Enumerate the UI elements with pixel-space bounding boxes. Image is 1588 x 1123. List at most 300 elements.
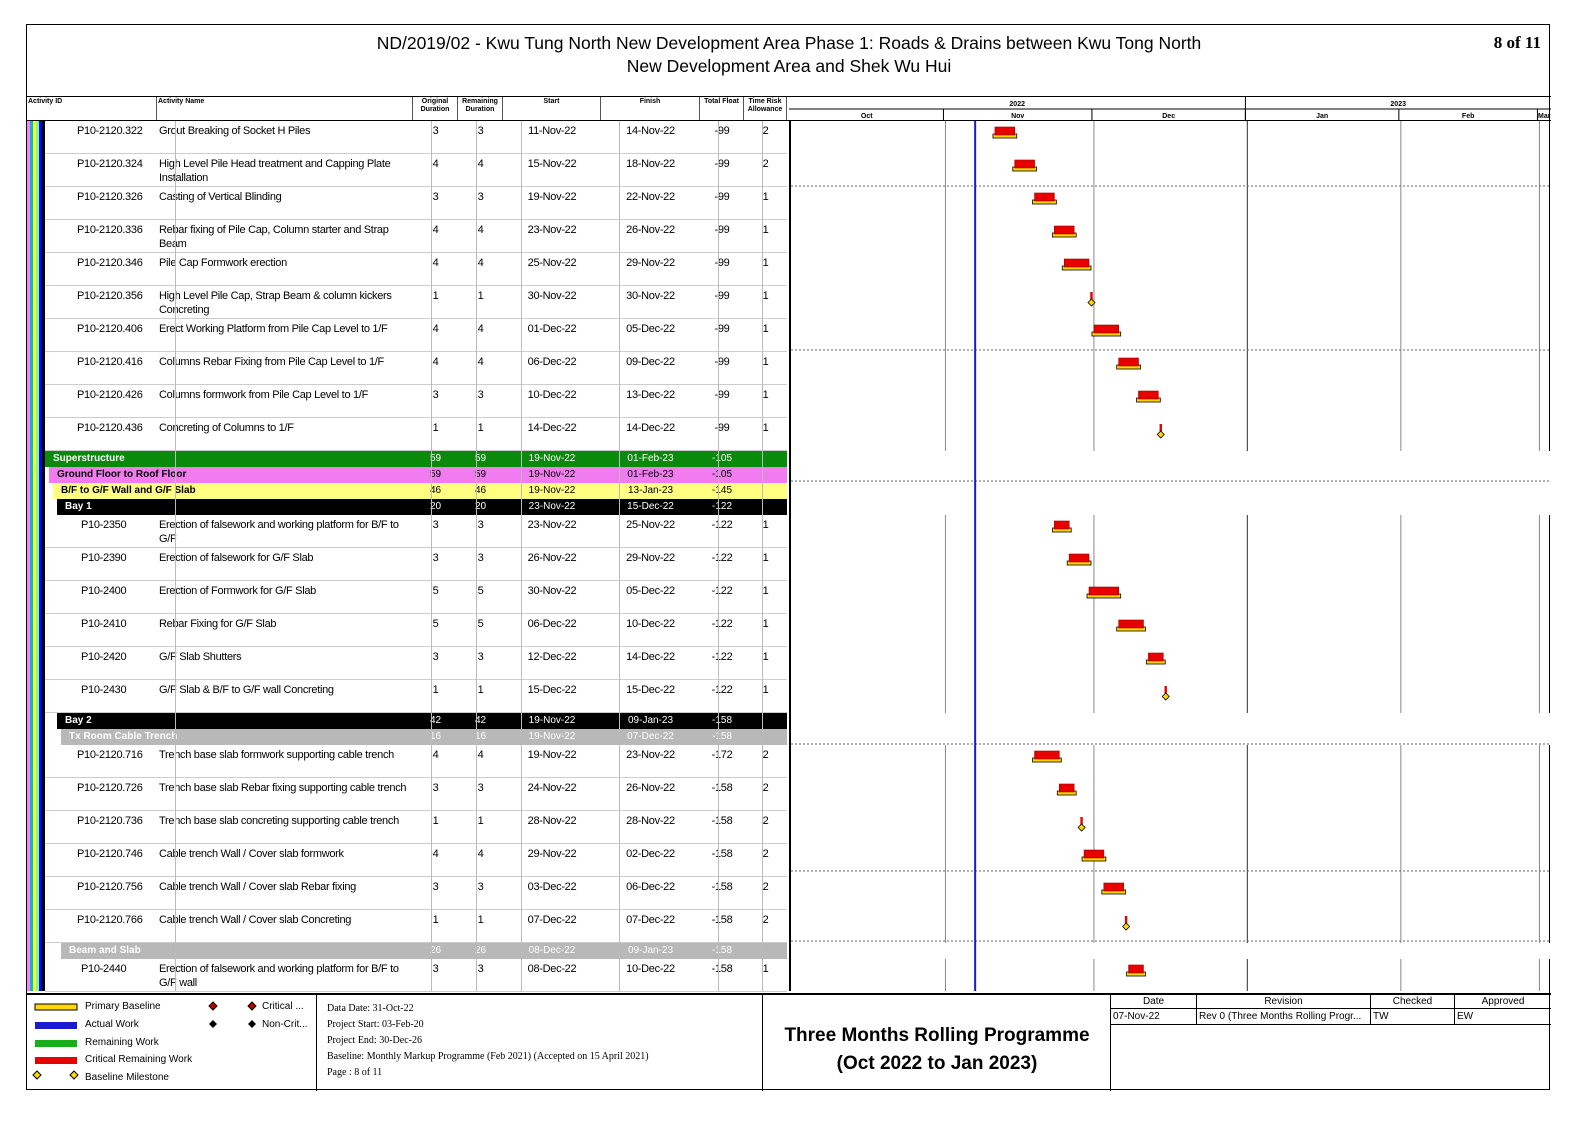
activity-name: Erection of falsework and working platform for B/F to	[159, 963, 399, 975]
activity-od: 3	[432, 125, 439, 137]
activity-finish: 06-Dec-22	[626, 881, 675, 893]
activity-start: 30-Nov-22	[527, 290, 577, 302]
activity-start: 08-Dec-22	[527, 963, 577, 975]
activity-tf: -158	[711, 848, 733, 860]
activity-id: P10-2120.406	[77, 323, 143, 335]
activity-name: G/F Slab Shutters	[159, 651, 242, 663]
critical-remaining-bar[interactable]	[1119, 358, 1139, 366]
rev-header-date: Date	[1111, 995, 1197, 1009]
column-divider	[175, 121, 176, 991]
table-row[interactable]	[45, 220, 787, 253]
baseline-milestone-marker	[1157, 431, 1164, 438]
activity-od: 4	[432, 848, 439, 860]
legend-primary-baseline: Primary Baseline	[85, 1001, 161, 1012]
table-row[interactable]	[45, 647, 787, 680]
activity-start: 10-Dec-22	[527, 389, 577, 401]
activity-tra: 2	[762, 125, 769, 137]
activity-start: 19-Nov-22	[527, 749, 577, 761]
wbs-band-row	[61, 943, 787, 959]
activity-tra: 1	[762, 290, 769, 302]
critical-remaining-bar[interactable]	[1059, 784, 1074, 792]
legend-actual-swatch	[35, 1022, 77, 1029]
gantt-band-spacer	[791, 729, 1551, 745]
column-divider	[476, 121, 477, 991]
activity-id: P10-2120.322	[77, 125, 143, 137]
activity-id: P10-2120.346	[77, 257, 143, 269]
table-row[interactable]	[45, 745, 787, 778]
activity-finish: 18-Nov-22	[626, 158, 675, 170]
activity-od: 4	[432, 224, 439, 236]
critical-remaining-bar[interactable]	[1129, 965, 1144, 973]
activity-rd: 4	[477, 749, 484, 761]
footer	[27, 993, 1551, 1091]
activity-od: 3	[432, 389, 439, 401]
activity-start: 24-Nov-22	[527, 782, 577, 794]
activity-finish: 10-Dec-22	[626, 963, 675, 975]
baseline-milestone-marker	[1123, 923, 1130, 930]
activity-finish: 14-Dec-22	[626, 422, 675, 434]
col-activity-name[interactable]: Activity Name	[157, 97, 413, 120]
wbs-band-name: Ground Floor to Roof Floor	[57, 469, 187, 480]
timescale-header	[789, 97, 1551, 121]
activity-tf: -99	[714, 257, 730, 269]
wbs-band-rd: 16	[474, 731, 487, 742]
activity-finish: 05-Dec-22	[626, 323, 675, 335]
wbs-band-start: 19-Nov-22	[528, 453, 576, 464]
activity-rd: 4	[477, 848, 484, 860]
activity-name: Trench base slab formwork supporting cable trench	[159, 749, 394, 761]
wbs-band-od: 46	[429, 485, 442, 496]
activity-finish: 07-Dec-22	[626, 914, 675, 926]
legend-critical-swatch	[35, 1057, 77, 1064]
activity-rd: 5	[477, 585, 484, 597]
activity-name: Erect Working Platform from Pile Cap Level to 1/F	[159, 323, 388, 335]
activity-rd: 1	[477, 290, 484, 302]
baseline-milestone-marker	[1078, 824, 1085, 831]
activity-name: G/F	[159, 533, 177, 545]
activity-id: P10-2120.746	[77, 848, 143, 860]
wbs-band-finish: 07-Dec-22	[627, 731, 674, 742]
critical-remaining-bar[interactable]	[1139, 391, 1159, 399]
gantt-band-spacer	[791, 713, 1551, 729]
col-time-risk-l2: Allowance	[747, 106, 783, 113]
table-row[interactable]	[45, 778, 787, 811]
critical-remaining-bar[interactable]	[1015, 160, 1035, 168]
activity-start: 15-Nov-22	[527, 158, 577, 170]
month-label: Mar	[1537, 113, 1551, 120]
activity-id: P10-2120.736	[77, 815, 143, 827]
activity-name: Trench base slab concreting supporting cable trench	[159, 815, 399, 827]
activity-name: Erection of Formwork for G/F Slab	[159, 585, 316, 597]
activity-tf: -99	[714, 356, 730, 368]
activity-start: 26-Nov-22	[527, 552, 577, 564]
activity-finish: 28-Nov-22	[626, 815, 675, 827]
activity-id: P10-2400	[81, 585, 127, 597]
month-label: Dec	[1162, 113, 1176, 120]
wbs-band-start: 19-Nov-22	[528, 731, 576, 742]
activity-od: 5	[432, 585, 439, 597]
activity-tra: 1	[762, 323, 769, 335]
activity-table	[27, 121, 787, 991]
activity-tra: 1	[762, 356, 769, 368]
activity-start: 14-Dec-22	[527, 422, 577, 434]
activity-name: Rebar Fixing for G/F Slab	[159, 618, 277, 630]
activity-finish: 22-Nov-22	[626, 191, 675, 203]
activity-finish: 10-Dec-22	[626, 618, 675, 630]
table-row[interactable]	[45, 352, 787, 385]
table-row[interactable]	[45, 385, 787, 418]
activity-od: 3	[432, 782, 439, 794]
activity-id: P10-2120.326	[77, 191, 143, 203]
wbs-band-rd: 59	[474, 469, 487, 480]
table-row[interactable]	[45, 614, 787, 647]
activity-od: 4	[432, 356, 439, 368]
col-original-duration-l2: Duration	[420, 106, 450, 113]
activity-id: P10-2120.726	[77, 782, 143, 794]
legend-critical-diamond-1	[209, 1002, 217, 1010]
wbs-band-tf: -158	[711, 715, 732, 726]
legend-milestone-diamond-2	[70, 1071, 78, 1079]
activity-rd: 5	[477, 618, 484, 630]
table-row[interactable]	[45, 253, 787, 286]
activity-tra: 2	[762, 158, 769, 170]
activity-rd: 3	[477, 963, 484, 975]
table-row[interactable]	[45, 154, 787, 187]
activity-name: Rebar fixing of Pile Cap, Column starter and Strap	[159, 224, 389, 236]
activity-start: 03-Dec-22	[527, 881, 577, 893]
baseline-milestone-marker	[1162, 693, 1169, 700]
activity-name: Grout Breaking of Socket H Piles	[159, 125, 311, 137]
activity-tf: -99	[714, 422, 730, 434]
wbs-band-od: 42	[429, 715, 442, 726]
wbs-band-finish: 01-Feb-23	[627, 469, 674, 480]
legend-baseline-milestone: Baseline Milestone	[85, 1072, 169, 1083]
column-divider	[718, 121, 719, 991]
col-finish[interactable]: Finish	[601, 97, 700, 120]
critical-remaining-bar[interactable]	[1089, 587, 1119, 595]
title-block	[27, 25, 1551, 97]
programme-title-line-1: Three Months Rolling Programme	[784, 1025, 1090, 1046]
table-row[interactable]	[45, 121, 787, 154]
activity-tra: 1	[762, 651, 769, 663]
table-row[interactable]	[45, 959, 787, 992]
activity-id: P10-2440	[81, 963, 127, 975]
activity-name: High Level Pile Cap, Strap Beam & column kickers	[159, 290, 392, 302]
wbs-band-row	[49, 467, 787, 483]
activity-name: G/F wall	[159, 977, 197, 989]
activity-id: P10-2120.324	[77, 158, 143, 170]
title-line-2: New Development Area and Shek Wu Hui	[626, 56, 952, 76]
activity-finish: 23-Nov-22	[626, 749, 675, 761]
wbs-band-tf: -105	[711, 453, 732, 464]
activity-id: P10-2120.436	[77, 422, 143, 434]
activity-tf: -172	[711, 749, 733, 761]
critical-remaining-bar[interactable]	[1064, 259, 1089, 267]
activity-name: Casting of Vertical Blinding	[159, 191, 282, 203]
legend-baseline-swatch	[35, 1004, 77, 1010]
table-row[interactable]	[45, 515, 787, 548]
activity-id: P10-2430	[81, 684, 127, 696]
wbs-band-row	[57, 713, 787, 729]
activity-finish: 02-Dec-22	[626, 848, 675, 860]
activity-rd: 3	[477, 125, 484, 137]
critical-remaining-bar[interactable]	[995, 127, 1015, 135]
activity-name: Trench base slab Rebar fixing supporting cable trench	[159, 782, 407, 794]
critical-remaining-bar[interactable]	[1035, 193, 1055, 201]
rev-value-date: 07-Nov-22	[1111, 1009, 1197, 1025]
legend-remaining-swatch	[35, 1040, 77, 1047]
activity-od: 4	[432, 158, 439, 170]
month-label: Oct	[860, 113, 873, 120]
wbs-band-name: Beam and Slab	[69, 945, 141, 956]
activity-od: 1	[432, 684, 439, 696]
activity-od: 4	[432, 323, 439, 335]
col-original-duration-l1: Original	[421, 98, 449, 105]
critical-remaining-bar[interactable]	[1084, 850, 1104, 858]
wbs-band-start: 23-Nov-22	[528, 501, 576, 512]
col-remaining-duration-l2: Duration	[465, 106, 495, 113]
gantt-band-spacer	[791, 943, 1551, 959]
activity-rd: 3	[477, 782, 484, 794]
gantt-chart	[789, 121, 1551, 991]
activity-finish: 26-Nov-22	[626, 782, 675, 794]
activity-rd: 1	[477, 422, 484, 434]
activity-rd: 1	[477, 815, 484, 827]
activity-id: P10-2120.426	[77, 389, 143, 401]
table-row[interactable]	[45, 844, 787, 877]
column-divider	[762, 121, 763, 991]
activity-tf: -158	[711, 782, 733, 794]
table-row[interactable]	[45, 286, 787, 319]
table-row[interactable]	[45, 877, 787, 910]
activity-od: 1	[432, 914, 439, 926]
activity-tra: 2	[762, 782, 769, 794]
legend-critical-diamond-2	[248, 1002, 256, 1010]
project-meta-box	[317, 995, 763, 1091]
wbs-band-finish: 13-Jan-23	[627, 485, 674, 496]
activity-finish: 14-Dec-22	[626, 651, 675, 663]
rev-header-revision: Revision	[1197, 995, 1371, 1009]
row-divider	[45, 991, 787, 992]
activity-rd: 4	[477, 158, 484, 170]
meta-page: Page : 8 of 11	[327, 1067, 383, 1078]
col-start[interactable]: Start	[503, 97, 601, 120]
activity-tra: 1	[762, 585, 769, 597]
activity-start: 07-Dec-22	[527, 914, 577, 926]
table-row[interactable]	[45, 548, 787, 581]
legend-critical: Critical ...	[262, 1001, 304, 1012]
activity-name: High Level Pile Head treatment and Capping Plate	[159, 158, 391, 170]
activity-rd: 1	[477, 914, 484, 926]
activity-od: 5	[432, 618, 439, 630]
col-original-duration[interactable]	[413, 97, 458, 120]
activity-od: 3	[432, 963, 439, 975]
activity-id: P10-2120.756	[77, 881, 143, 893]
activity-tf: -122	[711, 585, 733, 597]
col-activity-id[interactable]: Activity ID	[27, 97, 157, 120]
rev-header-checked: Checked	[1371, 995, 1455, 1009]
table-row[interactable]	[45, 680, 787, 713]
gantt-band-spacer	[791, 499, 1551, 515]
activity-tra: 1	[762, 684, 769, 696]
wbs-band-name: Bay 2	[65, 715, 92, 726]
activity-tf: -122	[711, 552, 733, 564]
activity-id: P10-2410	[81, 618, 127, 630]
wbs-band-rd: 42	[474, 715, 487, 726]
wbs-band-od: 20	[429, 501, 442, 512]
activity-od: 4	[432, 257, 439, 269]
activity-name: Erection of falsework for G/F Slab	[159, 552, 314, 564]
table-row[interactable]	[45, 187, 787, 220]
activity-tf: -99	[714, 389, 730, 401]
activity-rd: 4	[477, 356, 484, 368]
activity-finish: 30-Nov-22	[626, 290, 675, 302]
activity-id: P10-2390	[81, 552, 127, 564]
wbs-band-od: 26	[429, 945, 442, 956]
activity-finish: 29-Nov-22	[626, 257, 675, 269]
wbs-band-finish: 01-Feb-23	[627, 453, 674, 464]
wbs-band-od: 59	[429, 469, 442, 480]
activity-tra: 1	[762, 963, 769, 975]
wbs-band-name: Superstructure	[53, 453, 125, 464]
activity-tra: 1	[762, 552, 769, 564]
activity-od: 1	[432, 290, 439, 302]
activity-start: 12-Dec-22	[527, 651, 577, 663]
activity-rd: 3	[477, 552, 484, 564]
legend-actual-work: Actual Work	[85, 1019, 139, 1030]
activity-tf: -122	[711, 684, 733, 696]
wbs-band-tf: -145	[711, 485, 732, 496]
activity-tra: 2	[762, 881, 769, 893]
col-remaining-duration[interactable]	[458, 97, 503, 120]
wbs-band-od: 16	[429, 731, 442, 742]
meta-data-date: Data Date: 31-Oct-22	[327, 1003, 414, 1014]
legend-non-critical: Non-Crit...	[262, 1019, 308, 1030]
activity-tf: -122	[711, 618, 733, 630]
activity-od: 1	[432, 422, 439, 434]
activity-start: 25-Nov-22	[527, 257, 577, 269]
wbs-band-start: 19-Nov-22	[528, 715, 576, 726]
wbs-band-rd: 59	[474, 453, 487, 464]
activity-od: 4	[432, 749, 439, 761]
activity-tra: 2	[762, 749, 769, 761]
wbs-band-row	[45, 451, 787, 467]
critical-remaining-bar[interactable]	[1104, 883, 1124, 891]
activity-finish: 13-Dec-22	[626, 389, 675, 401]
activity-rd: 4	[477, 257, 484, 269]
activity-id: P10-2420	[81, 651, 127, 663]
activity-id: P10-2120.416	[77, 356, 143, 368]
wbs-band-od: 59	[429, 453, 442, 464]
legend-remaining-work: Remaining Work	[85, 1037, 159, 1048]
column-divider	[431, 121, 432, 991]
wbs-band-start: 19-Nov-22	[528, 469, 576, 480]
wbs-band-tf: -122	[711, 501, 732, 512]
activity-finish: 26-Nov-22	[626, 224, 675, 236]
col-time-risk[interactable]	[744, 97, 787, 120]
critical-remaining-bar[interactable]	[1035, 751, 1060, 759]
gantt-band-spacer	[791, 451, 1551, 467]
activity-start: 23-Nov-22	[527, 519, 577, 531]
wbs-band-row	[61, 729, 787, 745]
column-divider	[619, 121, 620, 991]
activity-tra: 2	[762, 848, 769, 860]
col-total-float[interactable]: Total Float	[700, 97, 744, 120]
activity-tra: 1	[762, 224, 769, 236]
wbs-band-start: 19-Nov-22	[528, 485, 576, 496]
wbs-band-row	[53, 483, 787, 499]
activity-name: Installation	[159, 172, 208, 184]
table-row[interactable]	[45, 418, 787, 451]
year-label-2023: 2023	[1390, 101, 1406, 108]
activity-id: P10-2120.356	[77, 290, 143, 302]
wbs-band-finish: 09-Jan-23	[627, 715, 674, 726]
critical-remaining-bar[interactable]	[1119, 620, 1144, 628]
activity-id: P10-2350	[81, 519, 127, 531]
page-badge: 8 of 11	[1493, 33, 1541, 52]
activity-tra: 1	[762, 422, 769, 434]
activity-start: 15-Dec-22	[527, 684, 577, 696]
wbs-band-name: Bay 1	[65, 501, 92, 512]
activity-rd: 3	[477, 191, 484, 203]
legend-critical-remaining-work: Critical Remaining Work	[85, 1054, 193, 1065]
critical-remaining-bar[interactable]	[1054, 226, 1074, 234]
activity-name: Concreting	[159, 304, 210, 316]
legend-box	[27, 995, 317, 1091]
activity-finish: 15-Dec-22	[626, 684, 675, 696]
activity-tra: 1	[762, 257, 769, 269]
month-label: Feb	[1461, 113, 1475, 120]
activity-rd: 3	[477, 389, 484, 401]
table-row[interactable]	[45, 319, 787, 352]
activity-tf: -99	[714, 125, 730, 137]
activity-id: P10-2120.766	[77, 914, 143, 926]
rev-value-approved: EW	[1455, 1009, 1551, 1025]
wbs-band-rd: 46	[474, 485, 487, 496]
activity-name: Pile Cap Formwork erection	[159, 257, 287, 269]
activity-od: 3	[432, 651, 439, 663]
activity-name: Cable trench Wall / Cover slab Concreting	[159, 914, 352, 926]
programme-title-line-2: (Oct 2022 to Jan 2023)	[836, 1053, 1038, 1074]
wbs-band-row	[57, 499, 787, 515]
activity-tra: 1	[762, 618, 769, 630]
critical-remaining-bar[interactable]	[1054, 521, 1069, 529]
activity-tf: -158	[711, 815, 733, 827]
activity-rd: 3	[477, 651, 484, 663]
critical-remaining-bar[interactable]	[1094, 325, 1119, 333]
col-time-risk-l1: Time Risk	[748, 98, 782, 105]
activity-tf: -99	[714, 158, 730, 170]
activity-start: 01-Dec-22	[527, 323, 577, 335]
activity-tf: -158	[711, 881, 733, 893]
activity-tf: -99	[714, 290, 730, 302]
activity-finish: 29-Nov-22	[626, 552, 675, 564]
table-row[interactable]	[45, 910, 787, 943]
activity-finish: 09-Dec-22	[626, 356, 675, 368]
wbs-band-finish: 15-Dec-22	[627, 501, 674, 512]
critical-remaining-bar[interactable]	[1148, 653, 1163, 661]
activity-id: P10-2120.716	[77, 749, 143, 761]
rev-value-revision: Rev 0 (Three Months Rolling Progr...	[1197, 1009, 1371, 1025]
critical-remaining-bar[interactable]	[1069, 554, 1089, 562]
activity-tf: -99	[714, 224, 730, 236]
table-row[interactable]	[45, 581, 787, 614]
activity-start: 28-Nov-22	[527, 815, 577, 827]
table-row[interactable]	[45, 811, 787, 844]
legend-noncritical-diamond-2	[248, 1020, 256, 1028]
wbs-band-start: 08-Dec-22	[528, 945, 576, 956]
activity-name: Erection of falsework and working platform for B/F to	[159, 519, 399, 531]
